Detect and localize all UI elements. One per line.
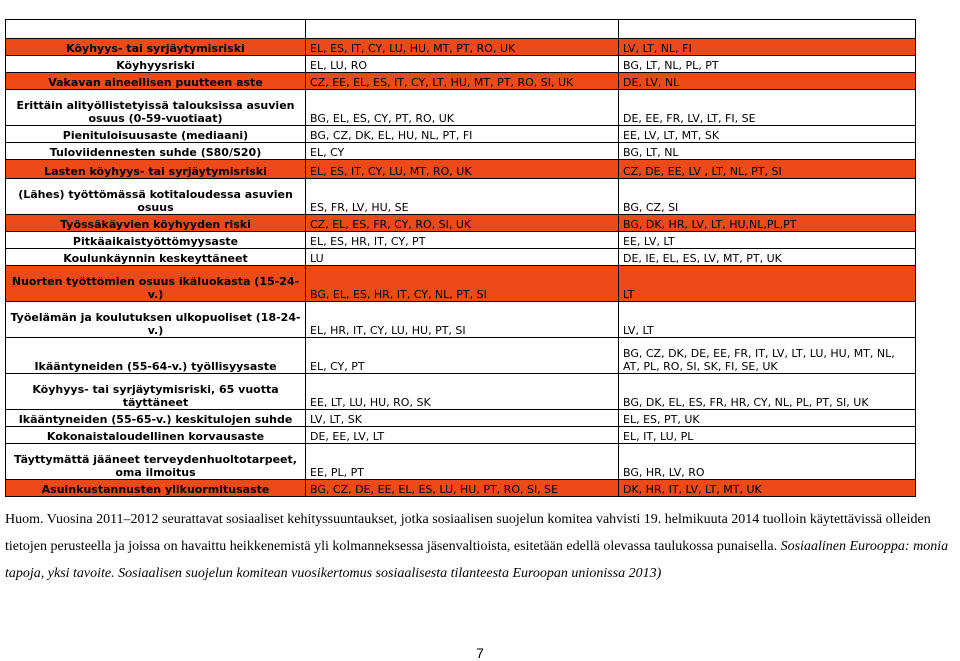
indicator-cell: Asuinkustannusten ylikuormitusaste xyxy=(6,480,306,497)
social-trends-table xyxy=(5,19,916,497)
improving-cell: CZ, DE, EE, LV , LT, NL, PT, SI xyxy=(619,160,916,179)
worsening-cell: LV, LT, SK xyxy=(306,410,619,427)
improving-cell: DK, HR, IT, LV, LT, MT, UK xyxy=(619,480,916,497)
worsening-cell: EL, LU, RO xyxy=(306,56,619,73)
footnote-text: Huom. Vuosina 2011–2012 seurattavat sosiaaliset kehityssuuntaukset, jotka sosiaalisen suojelun komitea vahvisti 19. helmikuuta 2014 tuolloin käytettävissä olleiden tietojen perusteella ja joissa on havaittu heikkenemistä yli kolmanneksessa jäsenvaltioista, esitetään edellä olevassa taulukossa punaisella. xyxy=(5,512,931,554)
worsening-cell: CZ, EE, EL, ES, IT, CY, LT, HU, MT, PT, RO, SI, UK xyxy=(306,73,619,90)
worsening-cell: EL, ES, IT, CY, LU, HU, MT, PT, RO, UK xyxy=(306,39,619,56)
table-row xyxy=(6,179,916,215)
indicator-cell: Pitkäaikaistyöttömyysaste xyxy=(6,232,306,249)
worsening-cell: BG, CZ, DE, EE, EL, ES, LU, HU, PT, RO, SI, SE xyxy=(306,480,619,497)
table-row xyxy=(6,143,916,160)
improving-cell: DE, LV, NL xyxy=(619,73,916,90)
indicator-cell: Erittäin alityöllistetyissä talouksissa asuvien osuus (0-59-vuotiaat) xyxy=(6,90,306,126)
footnote-source: Sosiaalinen Eurooppa: monia tapoja, yksi tavoite. Sosiaalisen suojelun komitean vuosikertomus sosiaalisesta tilanteesta Euroopan unionissa 2013) xyxy=(5,539,949,581)
improving-cell: BG, LT, NL, PL, PT xyxy=(619,56,916,73)
improving-cell: LT xyxy=(619,266,916,302)
improving-cell: EL, IT, LU, PL xyxy=(619,427,916,444)
indicator-cell: Koulunkäynnin keskeyttäneet xyxy=(6,249,306,266)
worsening-cell: DE, EE, LV, LT xyxy=(306,427,619,444)
improving-cell: EE, LV, LT, MT, SK xyxy=(619,126,916,143)
table-row xyxy=(6,444,916,480)
worsening-cell: EL, ES, IT, CY, LU, MT, RO, UK xyxy=(306,160,619,179)
improving-cell: BG, LT, NL xyxy=(619,143,916,160)
table-row xyxy=(6,338,916,374)
improving-cell: BG, HR, LV, RO xyxy=(619,444,916,480)
indicator-cell: Köyhyys- tai syrjäytymisriski xyxy=(6,39,306,56)
improving-cell: BG, DK, EL, ES, FR, HR, CY, NL, PL, PT, SI, UK xyxy=(619,374,916,410)
indicator-cell: (Lähes) työttömässä kotitaloudessa asuvien osuus xyxy=(6,179,306,215)
table-row xyxy=(6,427,916,444)
table-row xyxy=(6,73,916,90)
worsening-cell: EL, ES, HR, IT, CY, PT xyxy=(306,232,619,249)
indicator-cell: Ikääntyneiden (55-64-v.) työllisyysaste xyxy=(6,338,306,374)
improving-cell: BG, CZ, DK, DE, EE, FR, IT, LV, LT, LU, HU, MT, NL, AT, PL, RO, SI, SK, FI, SE, UK xyxy=(619,338,916,374)
worsening-cell: EL, CY xyxy=(306,143,619,160)
table-row xyxy=(6,90,916,126)
table-row xyxy=(6,266,916,302)
indicator-cell: Pienituloisuusaste (mediaani) xyxy=(6,126,306,143)
header-improving: Jäsenvaltiot, joissa merkittävää parantumista xyxy=(619,20,916,39)
table-row xyxy=(6,374,916,410)
worsening-cell: BG, CZ, DK, EL, HU, NL, PT, FI xyxy=(306,126,619,143)
indicator-cell: Nuorten työttömien osuus ikäluokasta (15-24-v.) xyxy=(6,266,306,302)
indicator-cell: Tuloviidennesten suhde (S80/S20) xyxy=(6,143,306,160)
table-row xyxy=(6,410,916,427)
table-row xyxy=(6,249,916,266)
worsening-cell: EE, LT, LU, HU, RO, SK xyxy=(306,374,619,410)
indicator-cell: Lasten köyhyys- tai syrjäytymisriski xyxy=(6,160,306,179)
worsening-cell: BG, EL, ES, HR, IT, CY, NL, PT, SI xyxy=(306,266,619,302)
indicator-cell: Köyhyys- tai syrjäytymisriski, 65 vuotta täyttäneet xyxy=(6,374,306,410)
table-row xyxy=(6,126,916,143)
indicator-cell: Kokonaistaloudellinen korvausaste xyxy=(6,427,306,444)
improving-cell: EL, ES, PT, UK xyxy=(619,410,916,427)
worsening-cell: ES, FR, LV, HU, SE xyxy=(306,179,619,215)
worsening-cell: BG, EL, ES, CY, PT, RO, UK xyxy=(306,90,619,126)
worsening-cell: EL, HR, IT, CY, LU, HU, PT, SI xyxy=(306,302,619,338)
page-number: 7 xyxy=(476,645,484,661)
improving-cell: EE, LV, LT xyxy=(619,232,916,249)
worsening-cell: CZ, EL, ES, FR, CY, RO, SI, UK xyxy=(306,215,619,232)
table-row xyxy=(6,39,916,56)
indicator-cell: Vakavan aineellisen puutteen aste xyxy=(6,73,306,90)
table-row xyxy=(6,232,916,249)
table-row xyxy=(6,160,916,179)
indicator-cell: Köyhyysriski xyxy=(6,56,306,73)
table-header-row xyxy=(6,20,916,39)
footnote xyxy=(5,506,960,587)
table-row xyxy=(6,56,916,73)
table-row xyxy=(6,302,916,338)
indicator-cell: Ikääntyneiden (55-65-v.) keskitulojen suhde xyxy=(6,410,306,427)
header-period: 2011-2012 xyxy=(6,20,306,39)
worsening-cell: EL, CY, PT xyxy=(306,338,619,374)
improving-cell: DE, EE, FR, LV, LT, FI, SE xyxy=(619,90,916,126)
indicator-cell: Työssäkäyvien köyhyyden riski xyxy=(6,215,306,232)
table-row xyxy=(6,480,916,497)
table-row xyxy=(6,215,916,232)
improving-cell: LV, LT xyxy=(619,302,916,338)
worsening-cell: EE, PL, PT xyxy=(306,444,619,480)
header-worsening: Jäsenvaltiot, joissa merkittävää heikkenemistä xyxy=(306,20,619,39)
improving-cell: DE, IE, EL, ES, LV, MT, PT, UK xyxy=(619,249,916,266)
indicator-cell: Työelämän ja koulutuksen ulkopuoliset (18-24-v.) xyxy=(6,302,306,338)
indicator-cell: Täyttymättä jääneet terveydenhuoltotarpeet, oma ilmoitus xyxy=(6,444,306,480)
improving-cell: BG, DK, HR, LV, LT, HU,NL,PL,PT xyxy=(619,215,916,232)
improving-cell: LV, LT, NL, FI xyxy=(619,39,916,56)
worsening-cell: LU xyxy=(306,249,619,266)
improving-cell: BG, CZ, SI xyxy=(619,179,916,215)
